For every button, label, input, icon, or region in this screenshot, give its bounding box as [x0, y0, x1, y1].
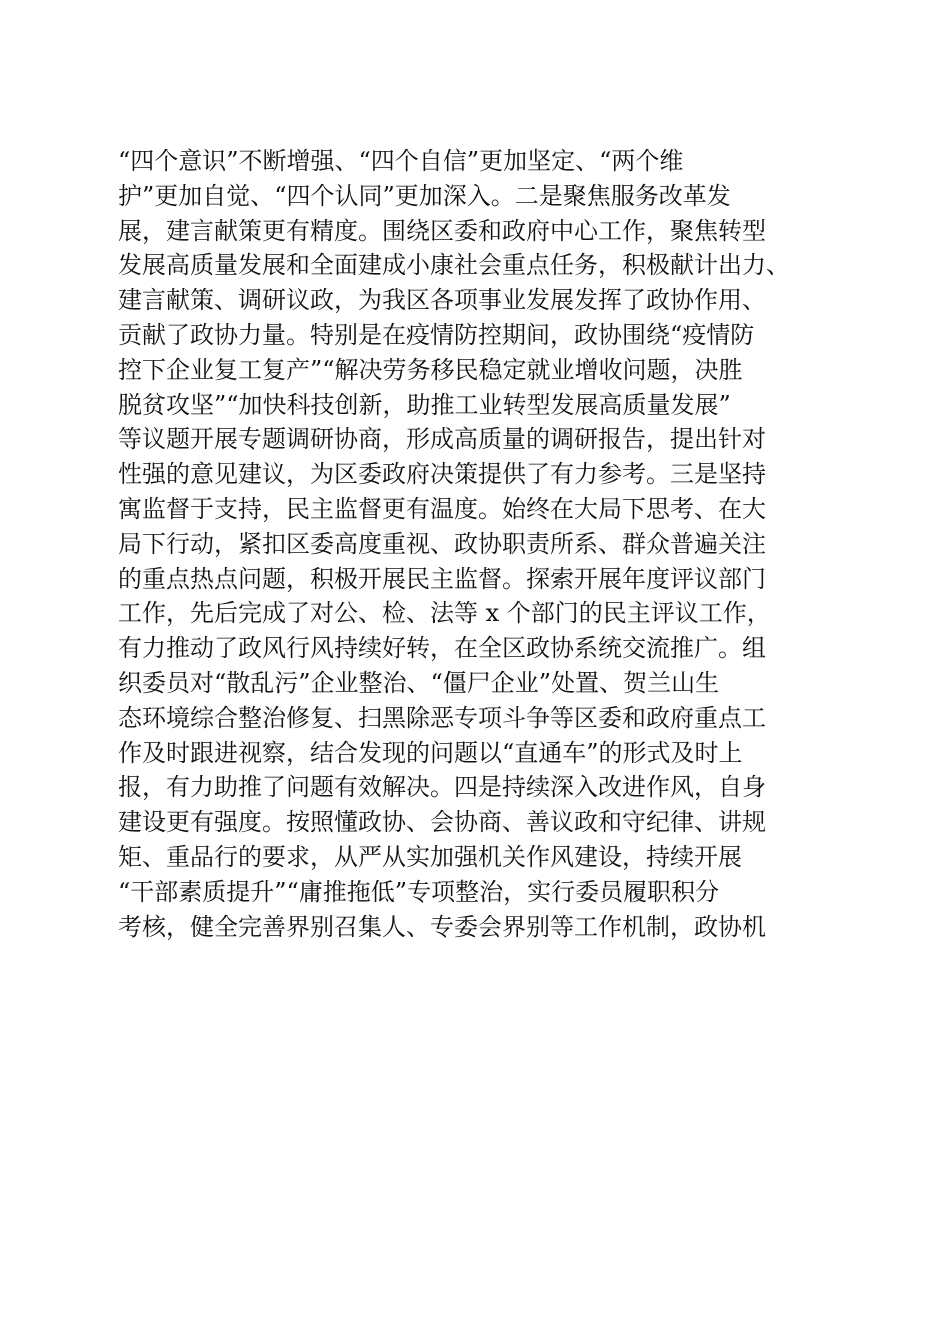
text-line: 报，有力助推了问题有效解决。四是持续深入改进作风，自身	[118, 773, 766, 802]
text-line: “干部素质提升”“庸推拖低”专项整治，实行委员履职积分	[118, 877, 720, 906]
text-line: 控下企业复工复产”“解决劳务移民稳定就业增收问题，决胜	[118, 355, 743, 384]
text-line: 的重点热点问题，积极开展民主监督。探索开展年度评议部门	[118, 564, 766, 593]
text-line: 作及时跟进视察，结合发现的问题以“直通车”的形式及时上	[118, 738, 743, 767]
text-line: 建设更有强度。按照懂政协、会协商、善议政和守纪律、讲规	[118, 808, 766, 837]
text-line: “四个意识”不断增强、“四个自信”更加坚定、“两个维	[118, 147, 684, 175]
text-line: 建言献策、调研议政，为我区各项事业发展发挥了政协作用、	[118, 286, 766, 315]
text-line: 贡献了政协力量。特别是在疫情防控期间，政协围绕“疫情防	[118, 320, 755, 349]
text-line: 态环境综合整治修复、扫黑除恶专项斗争等区委和政府重点工	[118, 703, 766, 732]
text-line: 脱贫攻坚”“加快科技创新，助推工业转型发展高质量发展”	[118, 390, 731, 419]
text-line: 工作，先后完成了对公、检、法等 x 个部门的民主评议工作，	[118, 599, 771, 628]
text-line: 有力推动了政风行风持续好转，在全区政协系统交流推广。组	[118, 634, 766, 663]
text-line: 考核，健全完善界别召集人、专委会界别等工作机制，政协机	[118, 912, 766, 941]
text-line: 织委员对“散乱污”企业整治、“僵尸企业”处置、贺兰山生	[118, 668, 720, 697]
text-line: 矩、重品行的要求，从严从实加强机关作风建设，持续开展	[118, 842, 742, 871]
text-line: 护”更加自觉、“四个认同”更加深入。二是聚焦服务改革发	[118, 181, 731, 210]
text-line: 性强的意见建议，为区委政府决策提供了有力参考。三是坚持	[118, 460, 766, 489]
text-line: 展，建言献策更有精度。围绕区委和政府中心工作，聚焦转型	[118, 216, 766, 245]
text-line: 寓监督于支持，民主监督更有温度。始终在大局下思考、在大	[118, 494, 766, 523]
text-line: 等议题开展专题调研协商，形成高质量的调研报告，提出针对	[118, 425, 766, 454]
text-line: 局下行动，紧扣区委高度重视、政协职责所系、群众普遍关注	[118, 529, 766, 558]
body-paragraph	[118, 144, 838, 944]
text-line: 发展高质量发展和全面建成小康社会重点任务，积极献计出力、	[118, 251, 790, 280]
